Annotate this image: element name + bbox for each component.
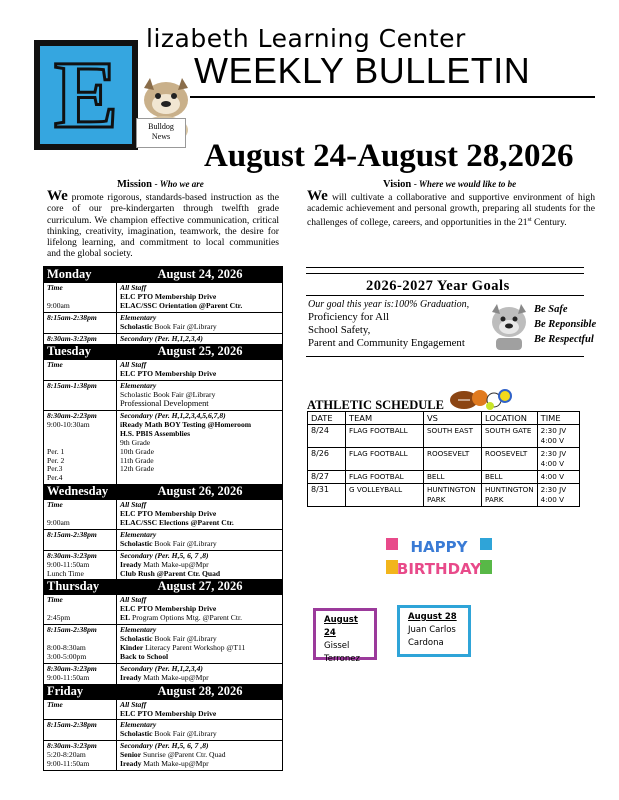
event-line: All Staff [120,283,147,292]
event-line [120,323,279,332]
event-line: 9th Grade [120,437,151,447]
event-detail: Book Fair @Library [152,634,217,644]
schedule-time-cell [44,381,117,410]
event-line: ELC PTO Membership Drive [120,369,217,379]
event-line: Elementary [120,312,157,322]
mission-subtitle: - Who we are [154,179,204,189]
day-header-tuesday [44,344,282,359]
event-detail: Math Make-up@Mpr [141,759,209,769]
event-line: Scholastic Book Fair @Library [120,390,216,400]
core-values [534,302,596,347]
event-line: All Staff [120,360,147,370]
event-line: All Staff [120,500,147,510]
goals-rule-top-2 [306,273,584,274]
schedule-time-cell [44,530,117,550]
goals-rule-mid [306,295,584,296]
event-line [120,674,279,683]
day-header-thursday [44,579,282,594]
mission-lead: We [47,188,68,204]
event-line: ELAC/SSC Orientation @Parent Ctr. [120,300,243,310]
time-line: 8:15am-2:38pm [47,625,97,635]
time-line: 3:00-5:00pm [47,651,87,661]
time-line: Per. 1 [47,446,65,456]
birthday-name-2a: Juan Carlos [408,625,456,635]
event-line: Back to School [120,651,169,661]
schedule-event-cell [117,700,282,720]
day-name: Wednesday [47,484,109,499]
happy-birthday-graphic [384,532,494,580]
event-line [120,760,279,769]
schedule-time-cell [44,500,117,529]
time-line: 8:15am-1:38pm [47,381,97,391]
schedule-time-cell [44,411,117,484]
goals-text [308,298,469,350]
news-label-2: News [151,132,171,141]
time-line: Per.3 [47,464,63,474]
bulldog-goals-icon [488,300,530,352]
schedule-row [44,550,282,580]
time-line: 8:15am-2:38pm [47,720,97,730]
event-line: All Staff [120,595,147,605]
birthday-name-1a: Gissel [324,641,350,651]
birthday-card-2 [397,605,471,657]
time-line: 8:30am-3:23pm [47,550,97,560]
time-line [47,430,113,439]
schedule-row [44,663,282,684]
time-line: 8:15am-2:38pm [47,529,97,539]
day-header-wednesday [44,484,282,499]
schedule-row [44,594,282,624]
event-keyword: Scholastic [120,634,153,644]
schedule-event-cell [117,530,282,550]
time-line: Time [47,283,63,292]
time-line: 9:00-10:30am [47,419,90,429]
event-line: Elementary [120,529,157,539]
vision-title: Vision [383,179,412,190]
athletic-cell: G VOLLEYBALL [346,484,424,507]
event-detail: Sunrise @Parent Ctr. Quad [141,750,226,760]
athletic-column-header: TIME [537,412,579,425]
athletic-cell: 8/24 [308,425,346,448]
schedule-event-cell [117,720,282,740]
birthday-card-1 [313,608,377,664]
time-line: Time [47,595,63,605]
event-line: All Staff [120,699,147,709]
athletic-cell: 2:30 JV 4:00 V [537,484,579,507]
event-detail: Book Fair @Library [152,538,217,548]
goals-line-4: Parent and Community Engagement [308,337,465,349]
value-respectful: Be Respectful [534,334,594,345]
time-line: 9:00-11:50am [47,672,90,682]
schedule-time-cell [44,625,117,663]
weekly-schedule-table [43,266,283,771]
goals-title: 2026-2027 Year Goals [366,278,510,294]
schedule-event-cell [117,741,282,770]
school-logo-e [34,40,138,150]
event-line: 12th Grade [120,464,154,474]
athletic-cell: FLAG FOOTBALL [346,425,424,448]
event-line: ELC PTO Membership Drive [120,509,217,519]
happy-text: HAPPY [410,538,468,556]
time-line: Per. 2 [47,455,65,465]
time-line: Lunch Time [47,568,84,578]
day-name: Thursday [47,579,100,594]
schedule-event-cell [117,411,282,484]
event-line: ELC PTO Membership Drive [120,604,217,614]
schedule-row [44,499,282,529]
schedule-time-cell [44,720,117,740]
vision-lead: We [307,188,328,204]
day-date: August 27, 2026 [157,579,243,594]
athletic-cell: 8/26 [308,448,346,471]
schedule-time-cell [44,283,117,312]
table-row [308,425,580,448]
time-line: Time [47,699,63,709]
goals-line-2: Proficiency for All [308,311,389,323]
event-line: Elementary [120,381,157,391]
vision-sup: st [527,216,532,223]
table-row [308,448,580,471]
vision-body-b: Century. [531,216,567,228]
event-line: Secondary (Per. H,5, 6, 7 ,8) [120,550,209,560]
logo-letter-e: E [54,41,119,148]
schedule-row [44,719,282,740]
event-line: 10th Grade [120,446,154,456]
event-line: ELC PTO Membership Drive [120,708,217,718]
schedule-row [44,282,282,312]
schedule-time-cell [44,664,117,684]
athletic-header-row [308,412,580,425]
day-date: August 25, 2026 [157,344,243,359]
schedule-time-cell [44,551,117,580]
event-keyword: Iready [120,672,142,682]
mission-title: Mission [117,179,153,190]
school-name: lizabeth Learning Center [146,24,466,53]
time-line: 9:00am [47,518,70,528]
event-keyword: Iready [120,559,142,569]
vision-subtitle: - Where we would like to be [413,179,517,189]
time-line: 8:00-8:30am [47,643,86,652]
athletic-column-header: VS [424,412,482,425]
goals-rule-top [306,267,584,268]
time-line: 5:20-8:20am [47,750,86,760]
athletic-cell: 2:30 JV 4:00 V [537,448,579,471]
birthday-text: BIRTHDAY [396,560,482,578]
time-line: 8:30am-2:23pm [47,410,97,420]
day-date: August 24, 2026 [157,267,243,281]
schedule-row [44,410,282,484]
athletic-cell: HUNTINGTON PARK [424,484,482,507]
schedule-time-cell [44,334,117,345]
athletic-cell: 8/31 [308,484,346,507]
time-line: Per.4 [47,473,63,483]
athletic-column-header: DATE [308,412,346,425]
event-detail: Math Make-up@Mpr [141,559,209,569]
event-line [120,540,279,549]
event-line: Secondary (Per. H,5, 6, 7 ,8) [120,741,209,751]
athletic-cell: SOUTH GATE [482,425,538,448]
athletic-column-header: TEAM [346,412,424,425]
athletic-cell: HUNTINGTON PARK [482,484,538,507]
schedule-event-cell [117,313,282,333]
time-line: Time [47,500,63,510]
athletic-cell: ROOSEVELT [482,448,538,471]
bulletin-header [0,0,619,180]
table-row [308,471,580,484]
athletic-cell: SOUTH EAST [424,425,482,448]
athletic-cell: ROOSEVELT [424,448,482,471]
schedule-row [44,380,282,410]
schedule-event-cell [117,283,282,312]
day-header-friday [44,684,282,699]
event-keyword: Iready [120,759,142,769]
event-detail: Book Fair @Library [152,729,217,739]
event-line: Secondary (Per. H,1,2,3,4,5,6,7,8) [120,410,226,420]
schedule-time-cell [44,700,117,720]
schedule-event-cell [117,500,282,529]
schedule-event-cell [117,551,282,580]
schedule-row [44,699,282,720]
schedule-row [44,312,282,333]
vision-text [307,188,595,228]
schedule-time-cell [44,595,117,624]
athletic-cell: FLAG FOOTBALL [346,448,424,471]
schedule-time-cell [44,741,117,770]
day-date: August 28, 2026 [157,683,243,698]
event-keyword: Scholastic [120,321,153,331]
event-keyword: Kinder [120,643,144,652]
goals-rule-bottom [306,356,584,357]
table-row [308,484,580,507]
time-line: 9:00-11:50am [47,559,90,569]
athletic-cell: 8/27 [308,471,346,484]
schedule-event-cell [117,664,282,684]
schedule-row [44,624,282,663]
value-responsible: Be Reponsible [534,319,597,330]
time-line: 8:15am-2:38pm [47,312,97,322]
athletic-cell: FLAG FOOTBAL [346,471,424,484]
birthday-name-1b: Terronez [324,654,360,664]
time-line: Time [47,360,63,370]
time-line: 8:30am-3:23pm [47,663,97,673]
mission-heading [117,179,204,190]
time-line: 8:30am-3:23pm [47,741,97,751]
mission-text [47,188,279,260]
birthday-name-2b: Cardona [408,638,444,648]
event-keyword: Scholastic [120,538,153,548]
athletic-cell: BELL [424,471,482,484]
event-keyword: Scholastic [120,729,153,739]
event-line: Elementary [120,625,157,635]
athletic-cell: 2:30 JV 4:00 V [537,425,579,448]
day-name: Tuesday [47,344,92,359]
event-line: H.S. PBIS Assemblies [120,428,191,438]
day-name: Friday [47,683,84,698]
value-safe: Be Safe [534,304,568,315]
schedule-event-cell [117,334,282,345]
event-line: Secondary (Per. H,1,2,3,4) [120,333,203,343]
event-keyword: EL [120,613,131,623]
event-line: Elementary [120,720,157,730]
birthday-date-1: August 24 [324,615,358,638]
bulldog-news-card [136,118,186,148]
news-label-1: Bulldog [148,122,174,131]
schedule-event-cell [117,595,282,624]
schedule-row [44,359,282,380]
event-detail: Program Options Mtg. @Parent Ctr. [130,613,242,623]
day-name: Monday [47,267,92,281]
date-range: August 24-August 28,2026 [204,138,574,174]
event-line: iReady Math BOY Testing @Homeroom [120,419,252,429]
time-line: 8:30am-3:23pm [47,333,97,343]
goals-line-3: School Safety, [308,324,371,336]
time-line: 9:00-11:50am [47,759,90,769]
event-line: ELC PTO Membership Drive [120,291,217,301]
event-keyword: Senior [120,750,142,760]
schedule-row [44,333,282,345]
event-line: Professional Development [120,399,209,409]
mission-body: promote rigorous, standards-based instruction as the core of our pre-kindergarten through twelfth grade curriculum. We champion effective communication, critical thinking, creativity, imagination, teamwork, the desire for lifelong learning, and commitment to local communities and the global society. [47,192,279,260]
bulletin-title: WEEKLY BULLETIN [194,50,531,91]
athletic-schedule-table [307,411,580,507]
birthday-date-2: August 28 [408,612,457,622]
time-line: 2:45pm [47,613,71,623]
day-header-monday [44,267,282,282]
schedule-row [44,740,282,770]
schedule-time-cell [44,360,117,380]
sports-balls-icon [448,382,514,412]
vision-body-a: will cultivate a collaborative and supportive environment of high academic achievement and personal growth, preparing all students for the challenges of college, careers, and opportunities in the 21 [307,192,595,228]
schedule-event-cell [117,625,282,663]
event-detail: Book Fair @Library [152,321,217,331]
event-line: Secondary (Per. H,1,2,3,4) [120,663,203,673]
event-line [120,730,279,739]
title-divider [190,96,595,98]
athletic-title: ATHLETIC SCHEDULE [307,398,444,412]
day-date: August 26, 2026 [157,484,243,499]
goals-intro: Our goal this year is:100% Graduation, [308,299,470,310]
schedule-row [44,529,282,550]
athletic-cell: 4:00 V [537,471,579,484]
event-detail: Literacy Parent Workshop @T11 [143,643,246,652]
schedule-event-cell [117,360,282,380]
schedule-time-cell [44,313,117,333]
event-line: ELAC/SSC Elections @Parent Ctr. [120,518,234,528]
event-detail: Math Make-up@Mpr [141,672,209,682]
schedule-event-cell [117,381,282,410]
athletic-column-header: LOCATION [482,412,538,425]
time-line: 9:00am [47,300,70,310]
event-line: Club Rush @Parent Ctr. Quad [120,568,221,578]
vision-heading [383,179,516,190]
athletic-cell: BELL [482,471,538,484]
event-line: 11th Grade [120,455,154,465]
event-line [120,614,279,623]
